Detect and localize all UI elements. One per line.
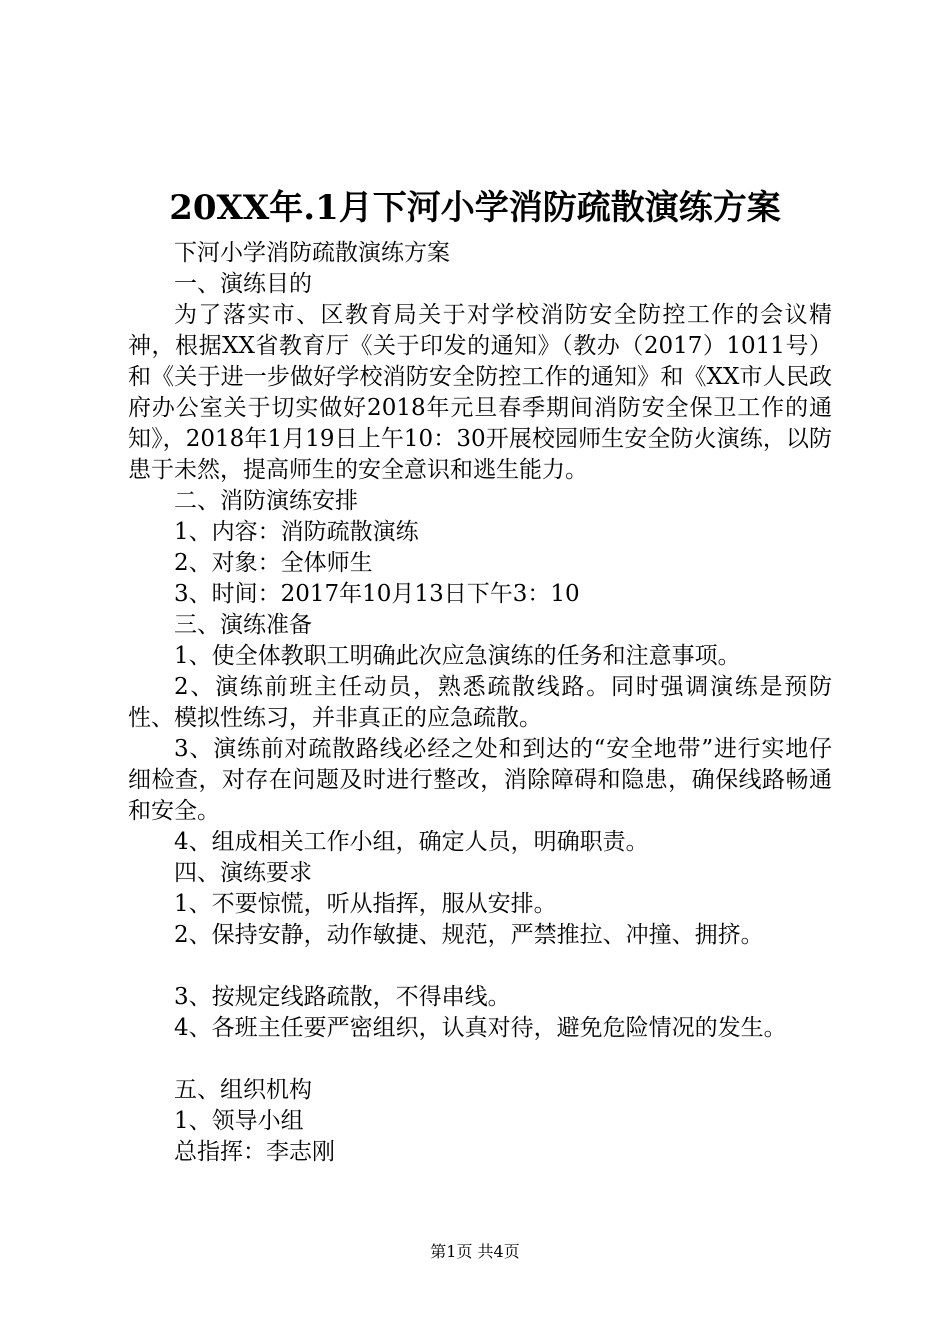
paragraph-item: 4、各班主任要严密组织，认真对待，避免危险情况的发生。	[174, 1015, 787, 1041]
section-heading-5: 五、组织机构	[174, 1077, 312, 1103]
paragraph-item: 2、保持安静，动作敏捷、规范，严禁推拉、冲撞、拥挤。	[174, 922, 764, 948]
paragraph-item: 2、对象：全体师生	[174, 550, 373, 576]
paragraph-item: 1、不要惊慌，听从指挥，服从安排。	[174, 891, 557, 917]
paragraph-subtitle: 下河小学消防疏散演练方案	[174, 240, 450, 266]
paragraph-item: 3、按规定线路疏散，不得串线。	[174, 984, 511, 1010]
section-heading-4: 四、演练要求	[174, 860, 312, 886]
paragraph-item: 4、组成相关工作小组，确定人员，明确职责。	[174, 829, 649, 855]
paragraph-item: 1、领导小组	[174, 1108, 304, 1134]
paragraph-item: 总指挥：李志刚	[174, 1139, 335, 1165]
page-footer: 第1页 共4页	[430, 1242, 520, 1261]
paragraph-purpose: 为了落实市、区教育局关于对学校消防安全防控工作的会议精神，根据XX省教育厅《关于印发的通知》（教办（2017）1011号）和《关于进一步做好学校消防安全防控工作的通知》和《XX市人民政府办公室关于切实做好2018年元旦春季期间消防安全保卫工作的通知》，2018年1月19日上午10：30开展校园师生安全防火演练，以防患于未然，提高师生的安全意识和逃生能力。	[128, 302, 832, 483]
section-heading-3: 三、演练准备	[174, 612, 312, 638]
document-body	[128, 238, 832, 1168]
paragraph-item: 2、演练前班主任动员，熟悉疏散线路。同时强调演练是预防性、模拟性练习，并非真正的应急疏散。	[128, 674, 832, 731]
paragraph-item: 1、内容：消防疏散演练	[174, 519, 419, 545]
paragraph-item: 3、演练前对疏散路线必经之处和到达的“安全地带”进行实地仔细检查，对存在问题及时进行整改，消除障碍和隐患，确保线路畅通和安全。	[128, 736, 832, 824]
document-title: 20XX年.1月下河小学消防疏散演练方案	[169, 188, 781, 228]
paragraph-item: 3、时间：2017年10月13日下午3：10	[174, 581, 580, 607]
section-heading-1: 一、演练目的	[174, 271, 312, 297]
paragraph-item: 1、使全体教职工明确此次应急演练的任务和注意事项。	[174, 643, 741, 669]
section-heading-2: 二、消防演练安排	[174, 488, 358, 514]
